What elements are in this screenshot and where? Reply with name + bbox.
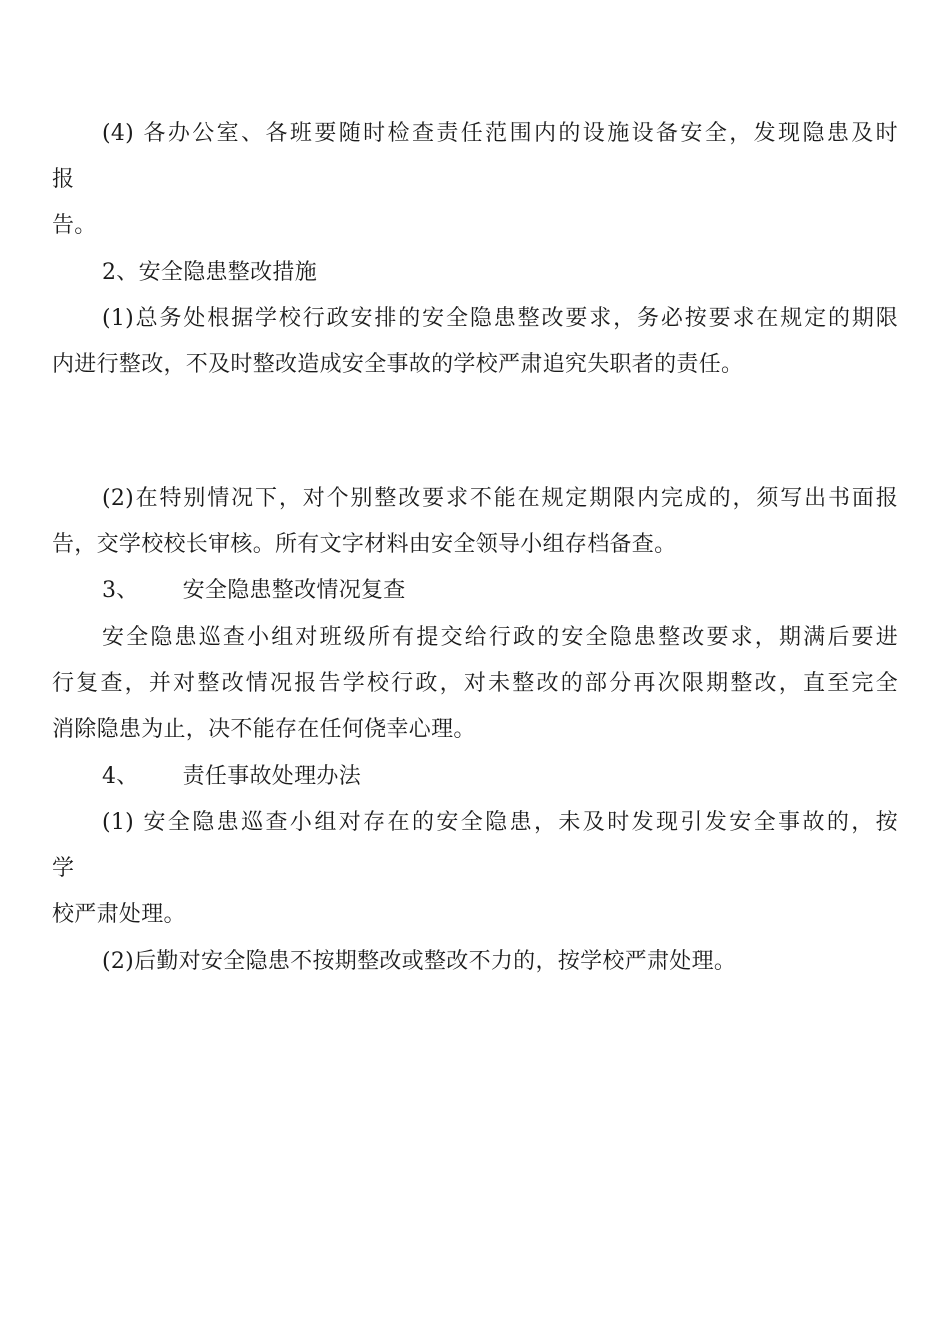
paragraph-line: 校严肃处理。	[52, 902, 186, 927]
section-heading: 2、安全隐患整改措施	[102, 260, 317, 285]
section-heading	[102, 576, 898, 606]
paragraph-line: (2)在特别情况下，对个别整改要求不能在规定期限内完成的，须写出书面报	[102, 486, 898, 511]
paragraph-line: 消除隐患为止，决不能存在任何侥幸心理。	[52, 717, 476, 742]
paragraph-line: (1)总务处根据学校行政安排的安全隐患整改要求，务必按要求在规定的期限	[102, 306, 898, 331]
paragraph-line: (2)后勤对安全隐患不按期整改或整改不力的，按学校严肃处理。	[102, 949, 737, 974]
section-title: 安全隐患整改情况复查	[182, 578, 406, 603]
section-heading	[102, 762, 898, 792]
paragraph-line: 内进行整改，不及时整改造成安全事故的学校严肃追究失职者的责任。	[52, 352, 744, 377]
section-number: 3、	[102, 578, 139, 603]
paragraph-line: 报	[52, 167, 75, 192]
paragraph-line: 学	[52, 856, 75, 881]
paragraph-line: 行复查，并对整改情况报告学校行政，对未整改的部分再次限期整改，直至完全	[52, 671, 898, 696]
paragraph-line: 安全隐患巡查小组对班级所有提交给行政的安全隐患整改要求，期满后要进	[102, 625, 898, 650]
section-title: 责任事故处理办法	[182, 764, 362, 789]
paragraph-line: (4) 各办公室、各班要随时检查责任范围内的设施设备安全，发现隐患及时	[102, 121, 898, 146]
paragraph-line: 告。	[52, 213, 97, 238]
paragraph-line: 告，交学校校长审核。所有文字材料由安全领导小组存档备查。	[52, 532, 677, 557]
section-number: 4、	[102, 764, 139, 789]
paragraph-line: (1) 安全隐患巡查小组对存在的安全隐患，未及时发现引发安全事故的，按	[102, 810, 898, 835]
